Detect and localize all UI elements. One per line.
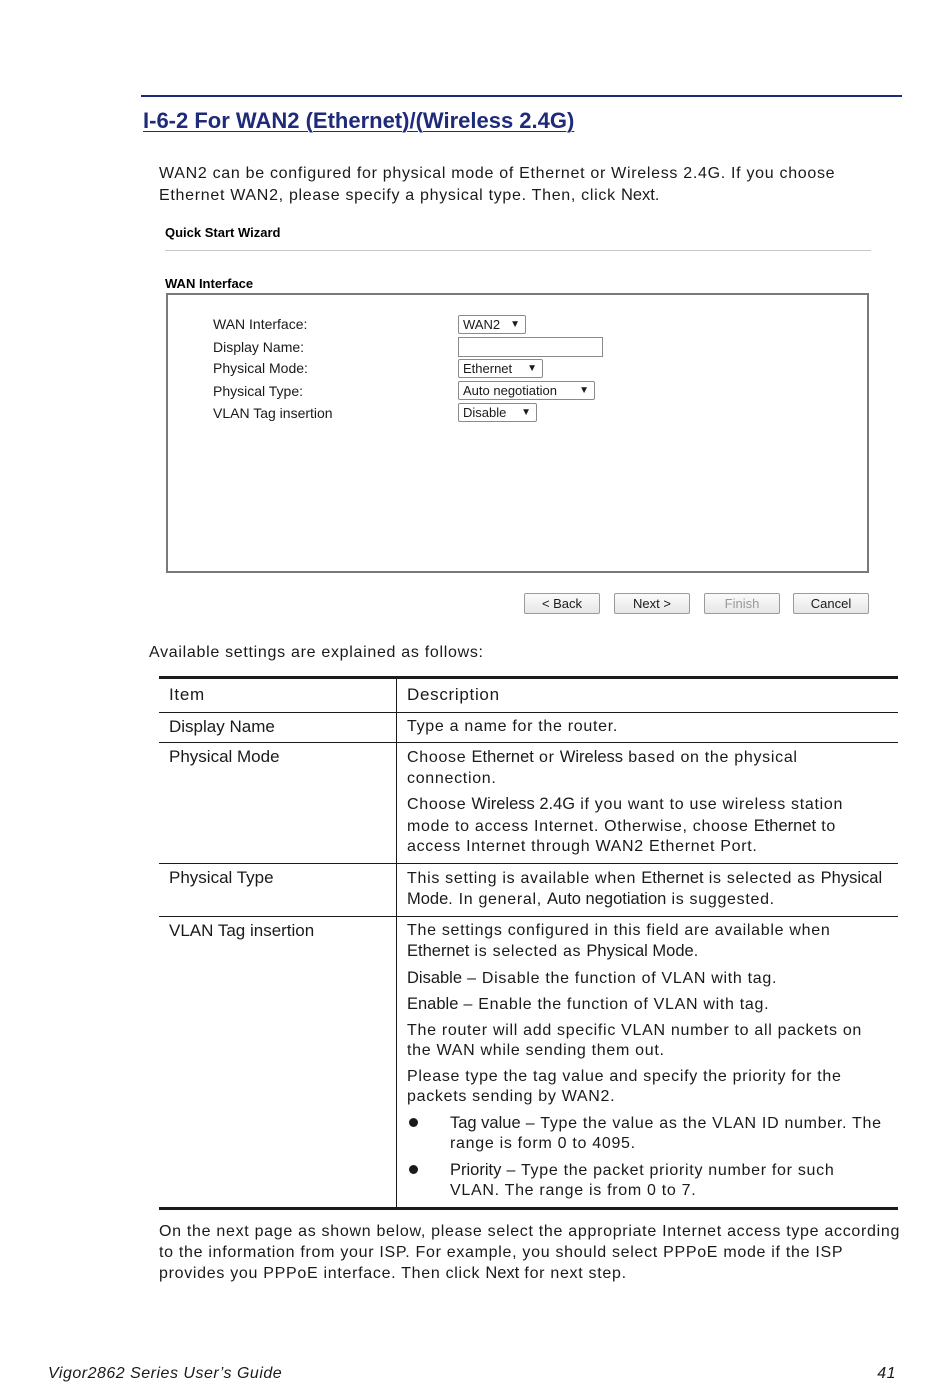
vlan-tag-select[interactable]: Disable ▼ bbox=[458, 403, 537, 422]
item-physical-mode: Physical Mode bbox=[159, 743, 397, 864]
footer-guide-title: Vigor2862 Series User’s Guide bbox=[48, 1365, 283, 1382]
table-row bbox=[159, 863, 898, 916]
section-title: I-6-2 For WAN2 (Ethernet)/(Wireless 2.4G) bbox=[143, 108, 575, 133]
wizard-title: Quick Start Wizard bbox=[165, 225, 281, 240]
next-keyword: Next bbox=[620, 185, 655, 204]
table-row bbox=[159, 743, 898, 864]
desc-physical-type: This setting is available when Ethernet is selected as Physical Mode. In general, Auto negotiation is suggested. bbox=[407, 868, 883, 908]
wan-interface-panel bbox=[166, 293, 869, 573]
wan-interface-heading: WAN Interface bbox=[165, 276, 254, 291]
next-keyword: Next bbox=[485, 1264, 520, 1282]
list-item: Tag value – Type the value as the VLAN ID number. The range is form 0 to 4095. bbox=[407, 1113, 888, 1155]
chevron-down-icon: ▼ bbox=[510, 319, 520, 330]
wizard-divider bbox=[165, 250, 871, 251]
desc-vlan-tag-insertion: The settings configured in this field are available when Ethernet is selected as Physical Mode. Disable – Disable the function of VLAN with tag. Enable – Enable the function of VLAN with tag. The router will add specific VLAN number to all packets on the WAN while sending them out. Please type the tag value and specify the priority for the packets sending by WAN2. Tag value – Type the value as the VLAN ID number. The range is form 0 to 4095. Priority – Type the packet priority number for such VLAN. The range is from 0 to 7. bbox=[397, 916, 899, 1208]
physical-type-label: Physical Type: bbox=[213, 383, 304, 399]
settings-table bbox=[159, 676, 898, 1210]
outro-paragraph: On the next page as shown below, please select the appropriate Internet access type according to the information from your ISP. For example, you should select PPPoE mode if the ISP provides you PPPoE interface. Then click Next for next step. bbox=[159, 1223, 901, 1282]
display-name-input[interactable] bbox=[458, 337, 603, 357]
intro-paragraph: WAN2 can be configured for physical mode of Ethernet or Wireless 2.4G. If you choose Ethernet WAN2, please specify a physical type. Then, click Next. bbox=[159, 165, 836, 204]
table-row bbox=[159, 712, 898, 743]
wan-interface-select[interactable]: WAN2 ▼ bbox=[458, 315, 526, 334]
settings-intro: Available settings are explained as follows: bbox=[149, 644, 484, 661]
vlan-tag-label: VLAN Tag insertion bbox=[213, 405, 333, 421]
bullet-icon bbox=[409, 1118, 418, 1127]
chevron-down-icon: ▼ bbox=[521, 407, 531, 418]
table-header-row bbox=[159, 678, 898, 713]
item-physical-type: Physical Type bbox=[159, 863, 397, 916]
page-number: 41 bbox=[877, 1365, 896, 1382]
finish-button: Finish bbox=[704, 593, 780, 614]
physical-mode-label: Physical Mode: bbox=[213, 360, 308, 376]
header-rule bbox=[141, 95, 902, 97]
quick-start-wizard-screenshot bbox=[163, 220, 875, 620]
table-row bbox=[159, 916, 898, 1208]
cancel-button[interactable]: Cancel bbox=[793, 593, 869, 614]
display-name-label: Display Name: bbox=[213, 339, 305, 355]
desc-display-name: Type a name for the router. bbox=[407, 717, 619, 735]
back-button[interactable]: < Back bbox=[524, 593, 600, 614]
bullet-icon bbox=[409, 1165, 418, 1174]
item-vlan-tag-insertion: VLAN Tag insertion bbox=[159, 916, 397, 1208]
physical-mode-select[interactable]: Ethernet ▼ bbox=[458, 359, 543, 378]
wan-interface-label: WAN Interface: bbox=[213, 316, 308, 332]
description-header: Description bbox=[407, 685, 500, 704]
next-button[interactable]: Next > bbox=[614, 593, 690, 614]
item-display-name: Display Name bbox=[159, 712, 397, 743]
physical-type-select[interactable]: Auto negotiation ▼ bbox=[458, 381, 595, 400]
list-item: Priority – Type the packet priority number for such VLAN. The range is from 0 to 7. bbox=[407, 1160, 888, 1202]
chevron-down-icon: ▼ bbox=[579, 385, 589, 396]
chevron-down-icon: ▼ bbox=[527, 363, 537, 374]
item-header: Item bbox=[159, 678, 397, 713]
desc-physical-mode: Choose Ethernet or Wireless based on the physical connection. Choose Wireless 2.4G if you want to use wireless station mode to access Internet. Otherwise, choose Ethernet to access Internet through WAN2 Ethernet Port. bbox=[407, 748, 844, 855]
